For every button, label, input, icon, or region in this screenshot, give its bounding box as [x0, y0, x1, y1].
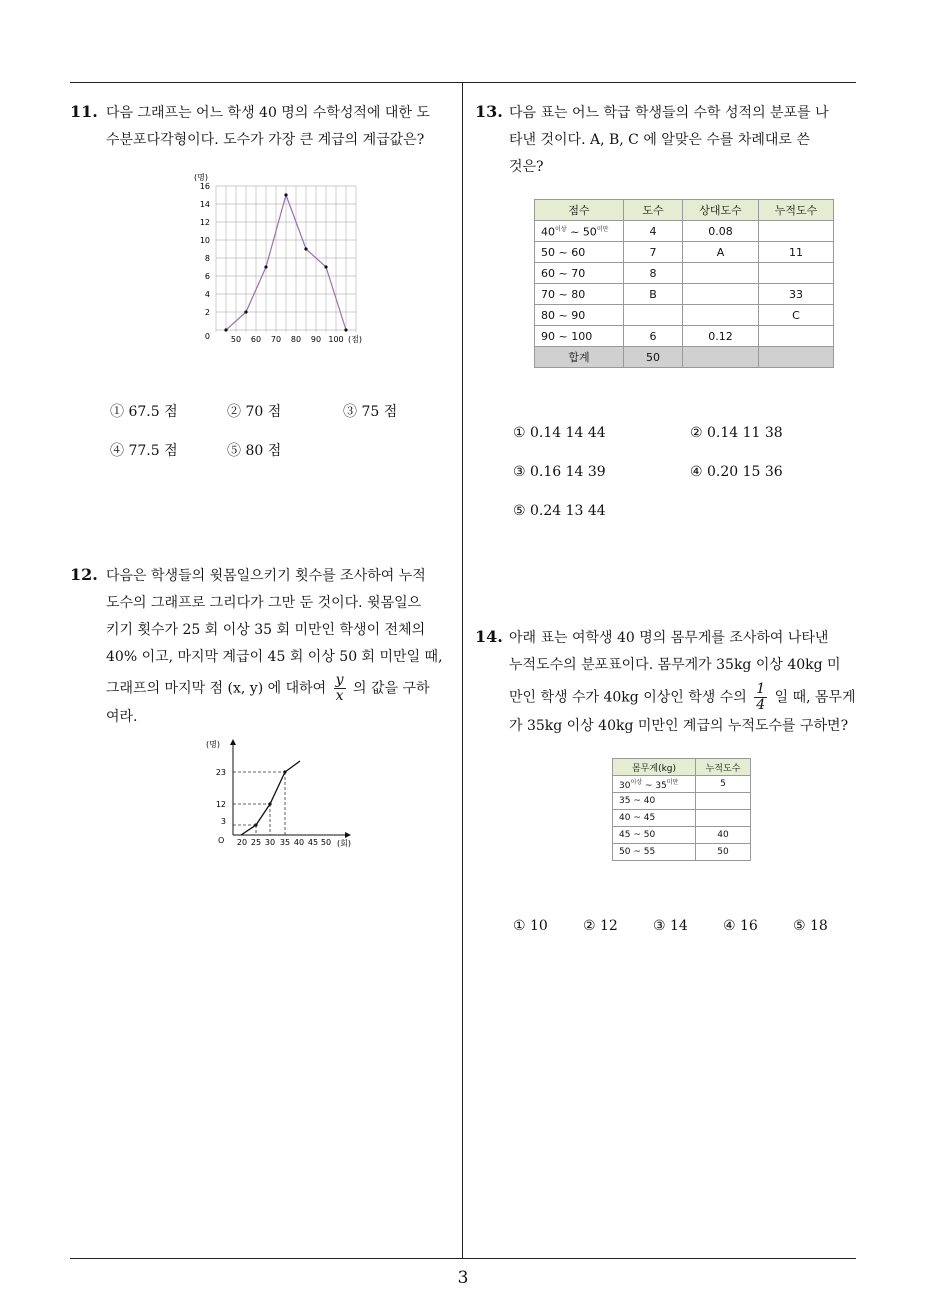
x-tick-labels [231, 335, 344, 344]
table-row [613, 827, 751, 844]
x-tick-label: 20 [236, 838, 248, 847]
weight-cumulative-table [612, 758, 751, 861]
question-number: 14. [475, 627, 503, 646]
question-line: 그래프의 마지막 점 (x, y) 에 대하여 $\frac{y}{x}$ 의 값을 구하 [106, 672, 430, 704]
data-point [324, 265, 327, 268]
data-point [254, 823, 257, 826]
option-3[interactable]: ③ 75 점 [343, 404, 398, 420]
relative-frequency-cell: A [683, 242, 759, 263]
question-text [106, 563, 443, 731]
frequency-polygon-chart [190, 170, 370, 350]
x-tick-label: 60 [250, 335, 262, 344]
relative-frequency-cell [683, 284, 759, 305]
question-text [509, 625, 856, 740]
table-row [535, 305, 834, 326]
frequency-cell: 7 [624, 242, 683, 263]
y-unit-label: (명) [206, 740, 220, 749]
cumulative-cell [759, 221, 834, 242]
question-line: 여라. [106, 709, 138, 725]
score-distribution-table [534, 199, 834, 368]
class-cell: 80 ~ 90 [535, 305, 624, 326]
chart-grid [216, 186, 356, 332]
origin-label: O [218, 836, 225, 845]
frequency-cell: 6 [624, 326, 683, 347]
table-row [535, 326, 834, 347]
question-line: 것은? [509, 159, 544, 175]
option-2[interactable]: ② 0.14 11 38 [690, 425, 783, 441]
empty-cell [759, 347, 834, 368]
table-row [535, 242, 834, 263]
question-line: 아래 표는 여학생 40 명의 몸무게를 조사하여 나타낸 [509, 630, 829, 646]
option-2[interactable]: ② 12 [583, 918, 618, 934]
question-line: 키기 횟수가 25 회 이상 35 회 미만인 학생이 전체의 [106, 622, 426, 638]
option-1[interactable]: ① 67.5 점 [110, 404, 178, 420]
table-row [613, 793, 751, 810]
cumulative-cell: 33 [759, 284, 834, 305]
y-tick-label: 3 [220, 817, 226, 826]
frequency-cell: B [624, 284, 683, 305]
fraction-one-quarter: $\frac{1}{4}$ [756, 681, 766, 713]
relative-frequency-cell: 0.12 [683, 326, 759, 347]
y-tick-label: 8 [204, 254, 210, 263]
table-total-row [535, 347, 834, 368]
column-divider [462, 82, 463, 1258]
empty-cell [683, 347, 759, 368]
option-1[interactable]: ① 0.14 14 44 [513, 425, 606, 441]
x-tick-label: 45 [307, 838, 319, 847]
y-tick-labels [216, 768, 226, 826]
class-cell: 50 ~ 55 [613, 844, 696, 861]
header-cell: 상대도수 [683, 200, 759, 221]
question-line: 다음은 학생들의 윗몸일으키기 횟수를 조사하여 누적 [106, 568, 426, 584]
y-tick-label: 23 [215, 768, 226, 777]
top-rule [70, 82, 856, 83]
frequency-cell: 8 [624, 263, 683, 284]
question-number: 12. [70, 565, 98, 584]
question-line: 수분포다각형이다. 도수가 가장 큰 계급의 계급값은? [106, 132, 425, 148]
x-tick-label: 35 [279, 838, 291, 847]
y-tick-label: 16 [199, 182, 210, 191]
x-tick-label: 70 [270, 335, 282, 344]
header-cell: 누적도수 [759, 200, 834, 221]
y-tick-label: 4 [204, 290, 210, 299]
table-row [535, 221, 834, 242]
option-4[interactable]: ④ 0.20 15 36 [690, 464, 783, 480]
cumulative-cell: 5 [696, 776, 751, 793]
header-cell: 몸무게(kg) [613, 759, 696, 776]
table-header-row [613, 759, 751, 776]
y-tick-label: 6 [204, 272, 210, 281]
x-tick-label: 90 [310, 335, 322, 344]
header-cell: 점수 [535, 200, 624, 221]
bottom-rule [70, 1258, 856, 1259]
question-text [106, 100, 430, 154]
cumulative-cell [759, 326, 834, 347]
cumulative-cell [759, 263, 834, 284]
data-point [224, 328, 227, 331]
x-tick-label: 30 [264, 838, 276, 847]
x-unit-label: (회) [337, 839, 351, 848]
class-cell: $40^{이상}$ ~ $50^{미만}$ [535, 221, 624, 242]
table-header-row [535, 200, 834, 221]
question-line: 타낸 것이다. A, B, C 에 알맞은 수를 차례대로 쓴 [509, 132, 810, 148]
table-row [613, 776, 751, 793]
data-point [283, 770, 286, 773]
y-tick-label: 0 [204, 332, 210, 341]
y-unit-label: (명) [194, 173, 208, 182]
option-1[interactable]: ① 10 [513, 918, 548, 934]
x-tick-label: 50 [230, 335, 242, 344]
data-point [268, 802, 271, 805]
x-tick-labels [237, 838, 331, 847]
y-tick-label: 12 [199, 218, 210, 227]
question-line: 다음 그래프는 어느 학생 40 명의 수학성적에 대한 도 [106, 105, 430, 121]
question-line: 만인 학생 수가 40kg 이상인 학생 수의 $\frac{1}{4}$ 일 때, 몸무게 [509, 681, 856, 713]
y-tick-label: 2 [204, 308, 210, 317]
cumulative-cell [696, 810, 751, 827]
cumulative-cell: 11 [759, 242, 834, 263]
option-5[interactable]: ⑤ 80 점 [227, 443, 282, 459]
table-row [613, 844, 751, 861]
class-cell: 50 ~ 60 [535, 242, 624, 263]
frequency-cell: 4 [624, 221, 683, 242]
class-cell: 45 ~ 50 [613, 827, 696, 844]
x-tick-label: 25 [250, 838, 262, 847]
page-number: 3 [457, 1268, 469, 1288]
y-tick-label: 12 [215, 800, 226, 809]
class-cell: 70 ~ 80 [535, 284, 624, 305]
header-cell: 누적도수 [696, 759, 751, 776]
relative-frequency-cell [683, 263, 759, 284]
header-cell: 도수 [624, 200, 683, 221]
data-point [304, 247, 307, 250]
y-tick-label: 10 [199, 236, 210, 245]
question-line: 가 35kg 이상 40kg 미만인 계급의 누적도수를 구하면? [509, 718, 849, 734]
cumulative-cell: 50 [696, 844, 751, 861]
table-row [535, 284, 834, 305]
question-line: 40% 이고, 마지막 계급이 45 회 이상 50 회 미만일 때, [106, 649, 443, 665]
table-row [535, 263, 834, 284]
frequency-cell [624, 305, 683, 326]
total-value-cell: 50 [624, 347, 683, 368]
option-2[interactable]: ② 70 점 [227, 404, 282, 420]
class-cell: 90 ~ 100 [535, 326, 624, 347]
x-tick-label: 80 [290, 335, 302, 344]
relative-frequency-cell [683, 305, 759, 326]
option-5[interactable]: ⑤ 0.24 13 44 [513, 503, 606, 519]
x-tick-label: 40 [293, 838, 305, 847]
question-number: 13. [475, 102, 503, 121]
data-point [244, 310, 247, 313]
class-cell: $30^{이상}$ ~ $35^{미만}$ [613, 776, 696, 793]
relative-frequency-cell: 0.08 [683, 221, 759, 242]
x-tick-label: 50 [320, 838, 332, 847]
option-4[interactable]: ④ 77.5 점 [110, 443, 178, 459]
data-point [264, 265, 267, 268]
cumulative-cell: 40 [696, 827, 751, 844]
cumulative-frequency-chart [200, 735, 360, 855]
cumulative-cell [696, 793, 751, 810]
x-tick-label: 100 [328, 335, 344, 344]
fraction-y-over-x: $\frac{y}{x}$ [335, 672, 344, 704]
question-line: 누적도수의 분포표이다. 몸무게가 35kg 이상 40kg 미 [509, 657, 841, 673]
y-tick-label: 14 [199, 200, 210, 209]
option-3[interactable]: ③ 0.16 14 39 [513, 464, 606, 480]
option-4[interactable]: ④ 16 [723, 918, 758, 934]
data-point [344, 328, 347, 331]
table-row [613, 810, 751, 827]
data-point [284, 193, 287, 196]
question-line: 도수의 그래프로 그리다가 그만 둔 것이다. 윗몸일으 [106, 595, 422, 611]
cumulative-cell: C [759, 305, 834, 326]
y-tick-labels [200, 182, 210, 341]
x-unit-label: (점) [348, 335, 362, 344]
class-cell: 40 ~ 45 [613, 810, 696, 827]
option-5[interactable]: ⑤ 18 [793, 918, 828, 934]
class-cell: 35 ~ 40 [613, 793, 696, 810]
question-number: 11. [70, 102, 98, 121]
option-3[interactable]: ③ 14 [653, 918, 688, 934]
class-cell: 60 ~ 70 [535, 263, 624, 284]
total-label-cell: 합계 [535, 347, 624, 368]
question-text [509, 100, 829, 181]
question-line: 다음 표는 어느 학급 학생들의 수학 성적의 분포를 나 [509, 105, 829, 121]
